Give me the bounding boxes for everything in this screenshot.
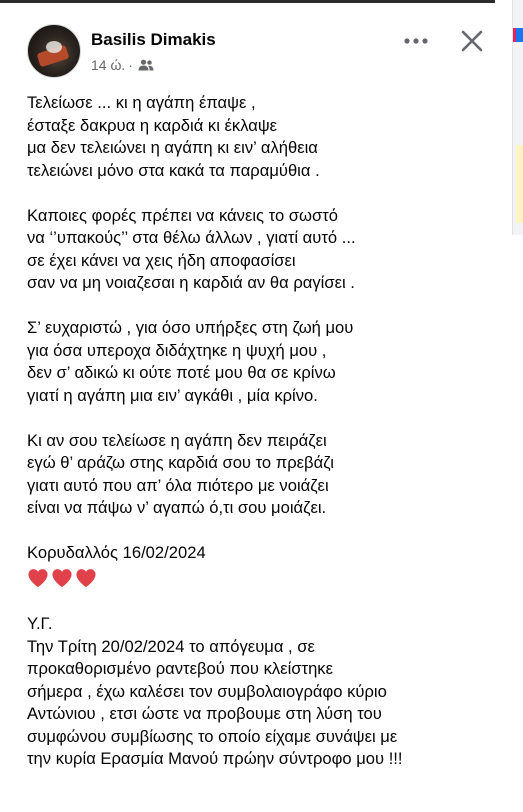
heart-icon: [51, 568, 73, 588]
post-text-line: συμφώνου συμβίωσης το οποίο είχαμε συνάψει με: [27, 726, 398, 746]
post-text-line: είναι να πάψω ν’ αγαπώ ό,τι σου μοιάζει.: [27, 498, 327, 517]
author-name[interactable]: Basilis Dimakis: [91, 30, 216, 49]
post-text-line: Την Τρίτη 20/02/2024 το απόγευμα , σε: [27, 636, 315, 656]
post-text-line: δεν σ’ αδικώ κι ούτε ποτέ μου θα σε κρίνω: [27, 363, 336, 382]
heart-icon: [27, 568, 49, 588]
strip-accent-blue: [516, 28, 523, 42]
post-header: [27, 24, 497, 84]
post-text-line: Κι αν σου τελείωσε η αγάπη δεν πειράζει: [27, 430, 327, 450]
post-text-line: την κυρία Ερασμία Μανού πρώην σύντροφο μου !!!: [27, 749, 403, 768]
post-text-line: σήμερα , έχω καλέσει τον συμβολαιογράφο κύριο: [27, 681, 387, 701]
post-text-line: Σ’ ευχαριστώ , για όσο υπήρξες στη ζωή μου: [27, 318, 354, 337]
more-horizontal-icon: [403, 37, 429, 45]
post-postscript: [27, 591, 497, 771]
more-options-button[interactable]: [399, 28, 433, 54]
post-text-line: μα δεν τελειώνει η αγάπη κι ειν’ αλήθεια: [27, 138, 318, 157]
friends-icon[interactable]: [138, 59, 154, 71]
close-button[interactable]: [457, 26, 487, 56]
top-divider: [0, 0, 495, 3]
post-poem: [27, 92, 497, 565]
blank-line: [27, 591, 497, 614]
post-text-line: Αντώνιου , ετσι ώστε να προβουμε στη λύση του: [27, 704, 382, 723]
post-text-line: σαν να μη νοιαζεσαι η καρδιά αν θα ραγίσει .: [27, 273, 355, 292]
post-meta: [91, 57, 154, 73]
heart-icon: [75, 568, 97, 588]
post-time[interactable]: 14 ώ.: [91, 57, 126, 73]
post-text-line: εγώ θ’ αράζω στης καρδιά σου το πρεβάζι: [27, 453, 334, 472]
post-text: [27, 92, 497, 771]
heart-emojis: [27, 565, 497, 591]
post-text-line: Κορυδαλλός 16/02/2024: [27, 543, 206, 562]
blank-line: [27, 182, 497, 205]
post-text-line: γιατι αυτό που απ’ όλα πιότερο με νοιάζει: [27, 475, 329, 495]
blank-line: [27, 295, 497, 318]
post-text-line: γιατί η αγάπη μια ειν’ αγκάθι , μία κρίνο.: [27, 385, 318, 405]
post-text-line: για όσα υπεροχα διδάχτηκε η ψυχή μου ,: [27, 340, 327, 360]
post-text-line: τελειώνει μόνο στα κακά τα παραμύθια .: [27, 160, 320, 180]
post-text-line: έσταξε δακρυα η καρδιά κι έκλαψε: [27, 115, 278, 135]
post-text-line: Υ.Γ.: [27, 614, 53, 633]
blank-line: [27, 407, 497, 430]
strip-accent-yellow: [516, 145, 523, 223]
post-text-line: σε έχει κάνει να χεις ήδη αποφασίσει: [27, 250, 296, 270]
meta-separator: ·: [128, 57, 133, 73]
adjacent-content-strip: [512, 0, 523, 235]
post-text-line: Τελείωσε ... κι η αγάπη έπαψε ,: [27, 93, 256, 112]
post-text-line: Καποιες φορές πρέπει να κάνεις το σωστό: [27, 205, 339, 225]
avatar[interactable]: [27, 24, 81, 78]
blank-line: [27, 520, 497, 543]
post-text-line: προκαθορισμένο ραντεβού που κλείστηκε: [27, 659, 333, 678]
close-icon: [461, 30, 483, 52]
post-text-line: να ‘’υπακούς’’ στα θέλω άλλων , γιατί αυτό ...: [27, 228, 356, 247]
